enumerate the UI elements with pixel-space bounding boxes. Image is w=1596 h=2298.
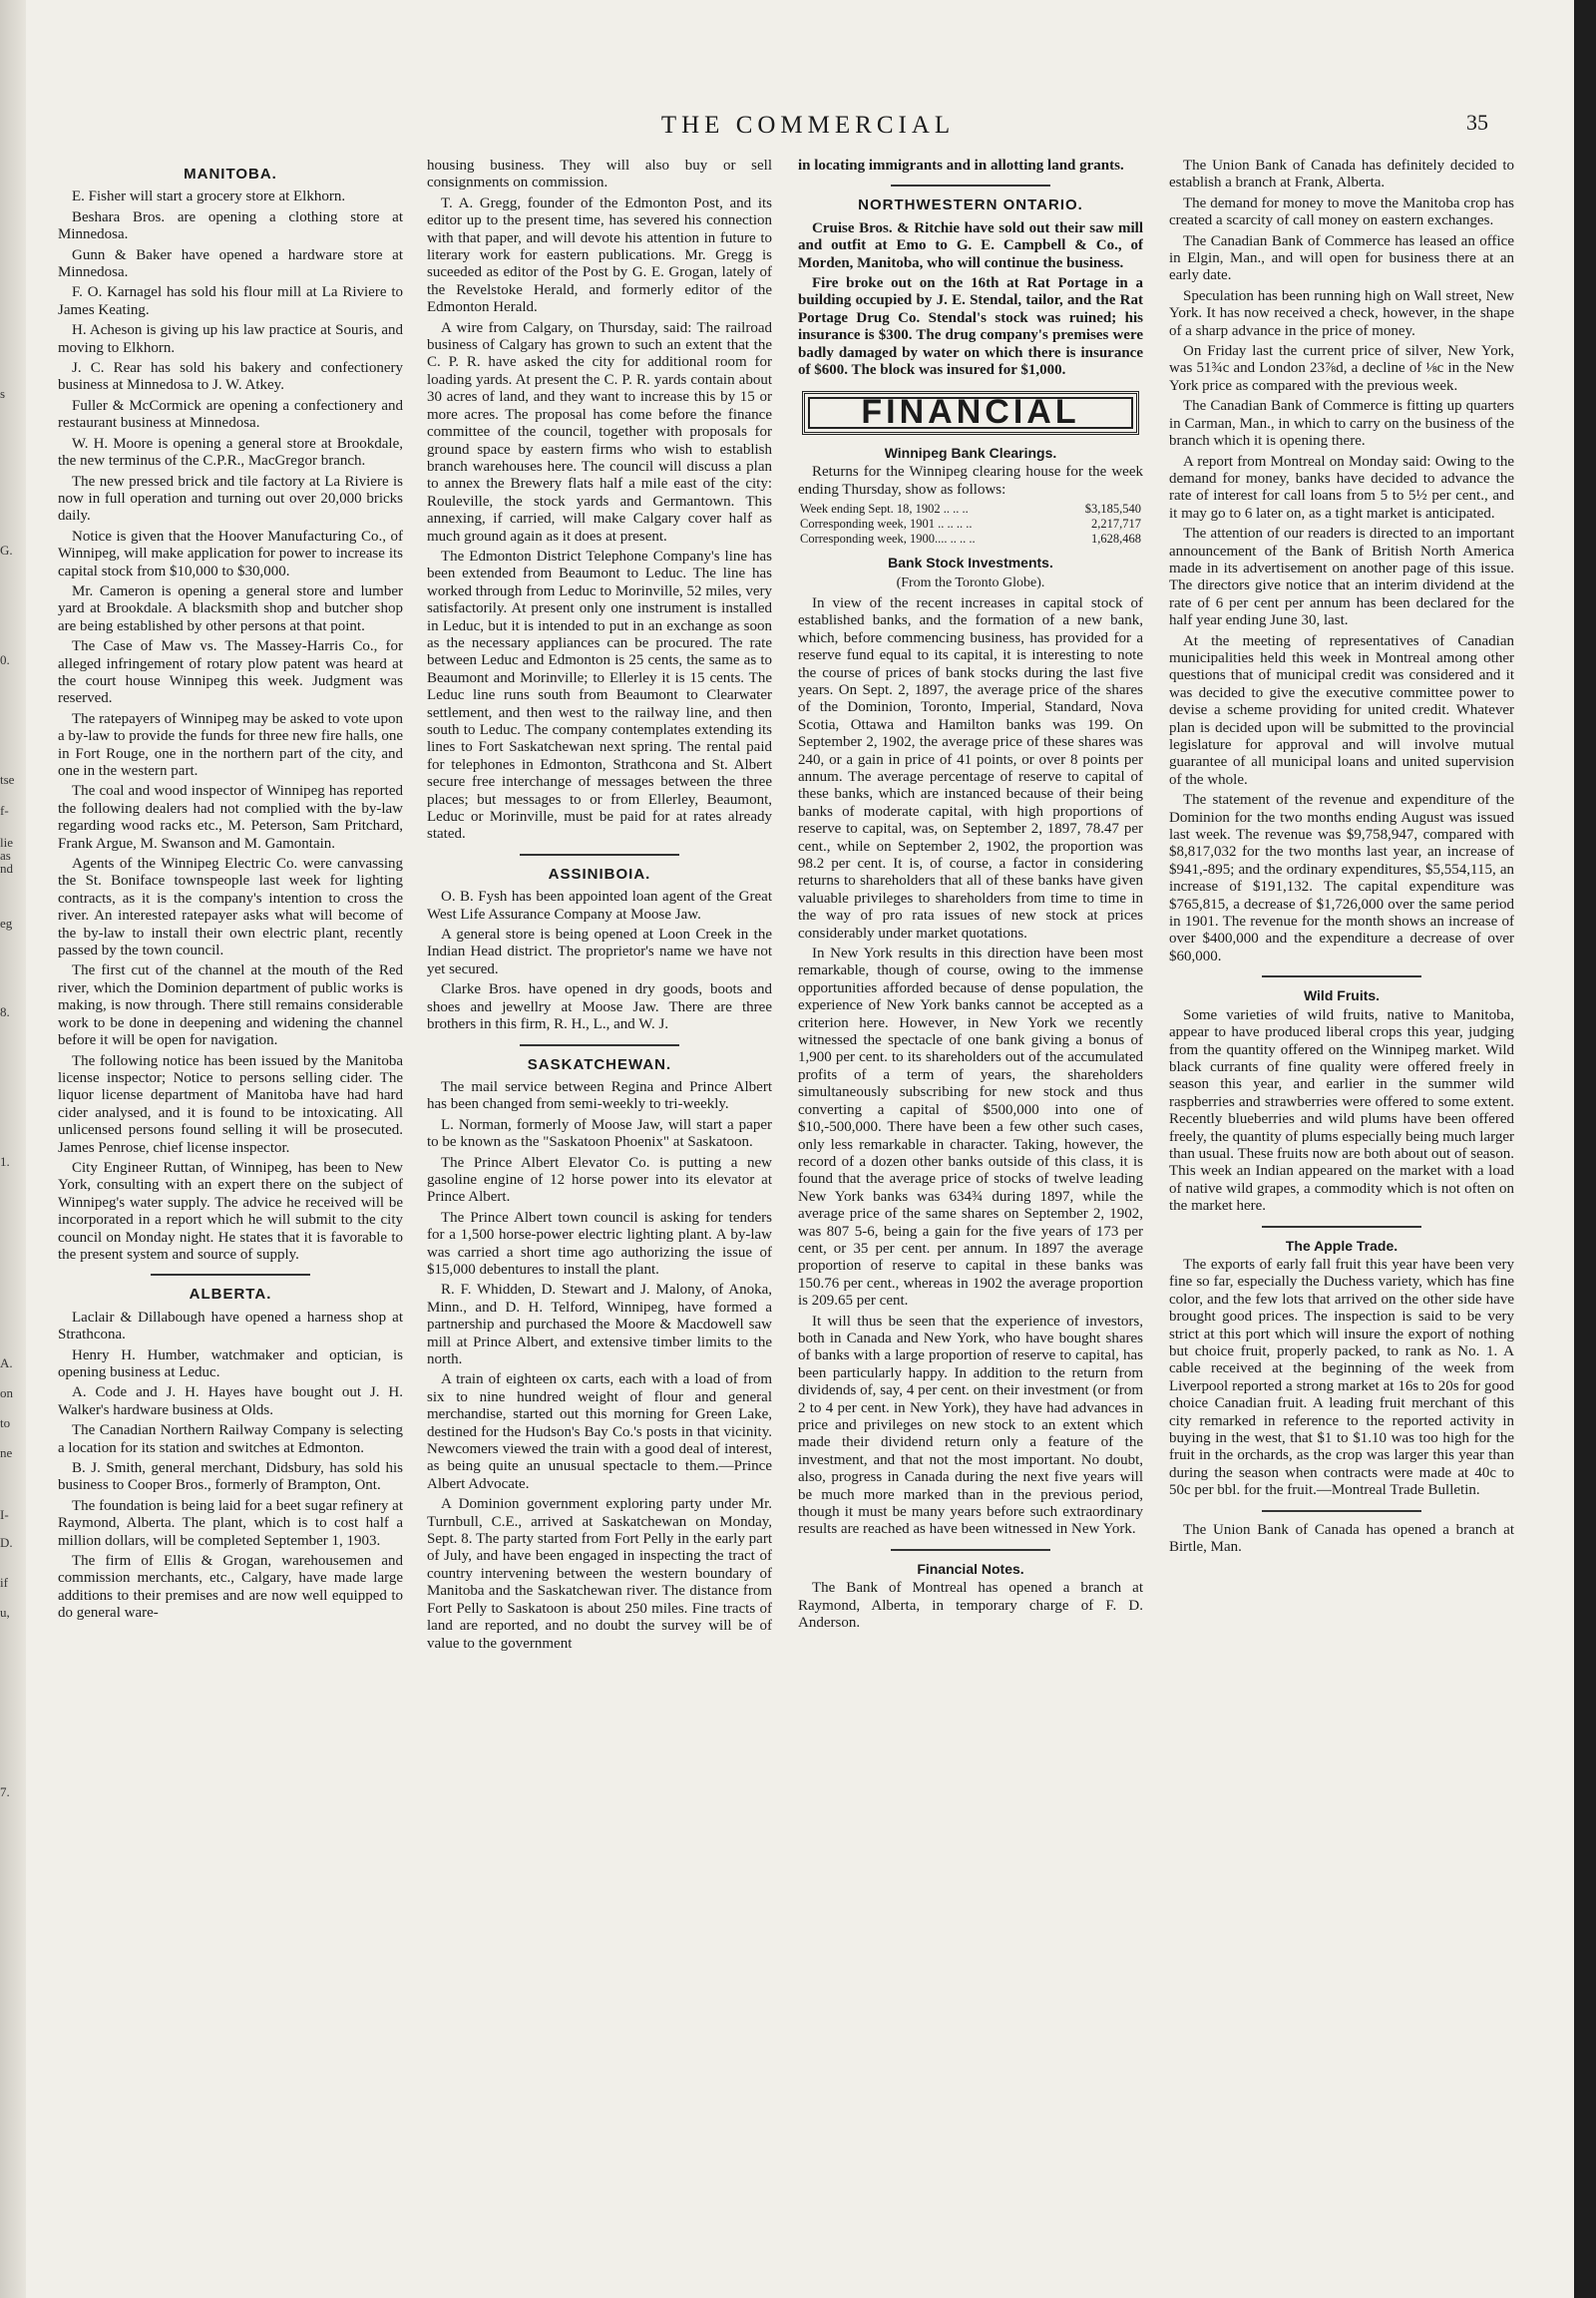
margin-fragment: G. [0,543,13,558]
section-divider [891,1549,1050,1551]
news-item: The Canadian Bank of Commerce is fitting up quarters in Carman, Man., in which to carry on the business of the branch which it is opening there. [1169,398,1514,450]
news-item: The Union Bank of Canada has definitely decided to establish a branch at Frank, Alberta. [1169,158,1514,192]
news-item: The coal and wood inspector of Winnipeg has reported the following dealers had not complied with the by-law regarding wood racks etc., M. Peterson, Sam Pritchard, Frank Argue, M. Swanson and M. Gamontain. [58,783,403,852]
news-item: Clarke Bros. have opened in dry goods, boots and shoes and jewellry at Moose Jaw. There are three brothers in this firm, R. H., L., and W. J. [427,981,772,1033]
news-item: Mr. Cameron is opening a general store and lumber yard at Brookdale. A blacksmith shop and butcher shop are being established by other persons at that point. [58,582,403,634]
news-item: In view of the recent increases in capital stock of established banks, and the formation of a new bank, which, before commencing business, has provided for a reserve fund equal to its capital, it is interesting to note the course of prices of bank stocks during the last five years. On Sept. 2, 1897, the average price of the shares of the Dominion, Toronto, Imperial, Standard, Nova Scotia, Ottawa and Hamilton banks was 199. On September 2, 1902, the average price of these shares was 240, or a gain in price of 41 points, or over 8 points per annum. The average percentage of reserve to capital of these banks, which are instanced because of their being banks of moderate capital, with high proportions of reserve to capital, was, on September 2, 1897, 78.47 per cent., while on September 2, 1902, the proportion was 98.2 per cent. It is, of course, a factor in considering returns to shareholders that all of these banks have given valuable privileges to shareholders from time to time in the way of pro rata issues of new stock at prices considerably under market quotations. [798,594,1143,942]
news-item: The Prince Albert town council is asking for tenders for a 1,500 horse-power electric lighting plant. A by-law was carried a short time ago authorizing the issue of $15,000 debentures to install the plant. [427,1209,772,1278]
page-number: 35 [1466,110,1488,135]
news-item: A. Code and J. H. Hayes have bought out J. H. Walker's hardware business at Olds. [58,1384,403,1418]
news-item: In New York results in this direction have been most remarkable, though of course, owing to the immense opportunities afforded because of dense population, the experience of New York banks cannot be accepted as a criterion here. However, in New York we recently witnessed the spectacle of one bank giving a bonus of 1,900 per cent. to its shareholders out of the accumulated profits of a term of years, the shareholders simultaneously subscribing for new stock and thus converting a capital of $500,000 into one of $10,-500,000. There have been a few other such cases, only less remarkable in character. Taking, however, the record of a dozen other banks outside of this class, it is found that the average price of stocks of twelve leading New York banks was 634¾ during 1897, while the average price of the same shares on September 2, 1902, was 807 5-6, being a gain for the five years of 173 per cent, or 35 per cent. per annum. In 1897 the average proportion of reserve to capital in these banks was 150.76 per cent., whereas in 1902 the average proportion is 209.65 per cent. [798,946,1143,1310]
section-divider [891,185,1050,187]
news-item: B. J. Smith, general merchant, Didsbury, has sold his business to Cooper Bros., formerly of Brampton, Ont. [58,1460,403,1494]
column-3 [798,158,1143,2282]
news-item: The attention of our readers is directed to an important announcement of the Bank of British North America made in its advertisement on another page of this issue. The directors give notice that an interim dividend at the rate of 6 per cent per annum has been declared for the half year ending June 30, last. [1169,526,1514,629]
news-item: Henry H. Humber, watchmaker and optician, is opening business at Leduc. [58,1346,403,1380]
news-item: City Engineer Ruttan, of Winnipeg, has been to New York, consulting with an expert there on the subject of Winnipeg's water supply. The advice he received will be incorporated in a report which he will submit to the city council on Monday night. He states that it is favorable to the present system and source of supply. [58,1159,403,1263]
margin-fragment: 7. [0,1784,10,1799]
news-item: The statement of the revenue and expenditure of the Dominion for the two months ending August was issued last week. The revenue was $9,758,947, compared with $8,817,032 for the two months last year, an increase of $941,-895; and the ordinary expenditures, $5,554,115, an increase of $191,132. The capital expenditure was $765,815, a decrease of $1,726,000 over the same period in 1901. The revenue for the month shows an increase of over $400,000 and the expenditure a decrease of over $60,000. [1169,792,1514,964]
section-heading: ALBERTA. [189,1286,272,1304]
news-item: The mail service between Regina and Prince Albert has been changed from semi-weekly to tri-weekly. [427,1078,772,1113]
news-item: F. O. Karnagel has sold his flour mill at La Riviere to James Keating. [58,284,403,318]
table-row [798,517,1143,532]
clearing-period: Corresponding week, 1901 .. .. .. .. [800,517,973,532]
news-item: The Prince Albert Elevator Co. is putting a new gasoline engine of 12 horse power into its elevator at Prince Albert. [427,1154,772,1206]
margin-fragment: ne [0,1445,13,1460]
section-divider [520,854,679,856]
news-item: Fire broke out on the 16th at Rat Portage in a building occupied by J. E. Stendal, tailor, and the Rat Portage Drug Co. Stendal's stock was ruined; his insurance is $300. The drug company's premises were badly damaged by water on which there is insurance of $600. The block was insured for $1,000. [798,275,1143,379]
article-heading: Wild Fruits. [1303,987,1381,1004]
news-item: At the meeting of representatives of Canadian municipalities held this week in Montreal among other questions that of municipal credit was considered and it was decided to give the executive committee power to devise a scheme providing for united credit. Whatever plan is decided upon will be submitted to the provincial legislature for approval and will involve mutual guarantee of all municipal loans and united supervision of the whole. [1169,632,1514,788]
margin-fragment: lie [0,835,13,850]
table-row [798,502,1143,517]
news-item: in locating immigrants and in allotting land grants. [798,158,1124,174]
running-title: THE COMMERCIAL [660,112,956,139]
section-heading: MANITOBA. [184,166,277,183]
news-item: J. C. Rear has sold his bakery and confectionery business at Minnedosa to J. W. Atkey. [58,360,403,394]
margin-fragment: if [0,1575,8,1590]
news-item: The following notice has been issued by the Manitoba license inspector; Notice to persons selling cider. The liquor license department of Manitoba have had hard cider analysed, and it is found to be intoxicating. All unlicensed persons found selling it will be prosecuted. James Penrose, chief license inspector. [58,1052,403,1156]
news-item: On Friday last the current price of silver, New York, was 51¾c and London 23⅞d, a decline of ⅛c in the New York price as compared with the previous week. [1169,343,1514,394]
article-heading: Financial Notes. [917,1560,1024,1577]
margin-fragment: eg [0,916,13,931]
news-item: The Case of Maw vs. The Massey-Harris Co., for alleged infringement of rotary plow patent was heard at the court house Winnipeg this week. Judgment was reserved. [58,638,403,707]
margin-fragment: 8. [0,1004,10,1019]
news-item: Returns for the Winnipeg clearing house for the week ending Thursday, show as follows: [798,464,1143,498]
news-item: Beshara Bros. are opening a clothing store at Minnedosa. [58,208,403,243]
article-heading: Bank Stock Investments. [888,555,1053,572]
financial-banner: FINANCIAL [802,391,1139,434]
margin-fragment: A. [0,1355,13,1370]
margin-fragment: s [0,386,6,401]
news-item: Speculation has been running high on Wall street, New York. It has now received a check, however, in the shape of a sharp advance in the price of money. [1169,287,1514,339]
news-item: A general store is being opened at Loon Creek in the Indian Head district. The proprietor's name we have not yet secured. [427,927,772,977]
margin-fragment: 0. [0,652,10,667]
news-item: The ratepayers of Winnipeg may be asked to vote upon a by-law to provide the funds for three new fire halls, one in Fort Rouge, one in the northern part of the city, and one in the western part. [58,710,403,779]
margin-fragment: as [0,848,11,863]
news-item: The foundation is being laid for a beet sugar refinery at Raymond, Alberta. The plant, which is to cost half a million dollars, will be completed September 1, 1903. [58,1497,403,1549]
news-item: Some varieties of wild fruits, native to Manitoba, appear to have produced liberal crops this year, judging from the quantity offered on the Winnipeg market. Wild black currants of fine quality were offered freely in season this year, and earlier in the summer wild raspberries and strawberries were offered to some extent. Recently blueberries and wild plums have been offered freely, the quantity of plums especially being much larger than usual. These fruits now are both about out of season. This week an Indian appeared on the market with a load of native wild grapes, a commodity which is not often on the market here. [1169,1006,1514,1215]
news-item: The exports of early fall fruit this year have been very fine so far, especially the Duchess variety, which has fine color, and the few lots that arrived on the other side have brought good prices. The inspection is said to be very strict at this port which will insure the export of nothing but choice fruit, properly packed, to rank as No. 1. A cable received at the beginning of the week from Liverpool reported a strong market at 16s to 20s for good choice Canadian fruit. A leading fruit merchant of this city remarked in reference to the reported activity in buying in the west, that $1 to $1.10 was too high for the fruit in the orchards, as the crop was larger this year than during the season when contracts were made at 40c to 50c per bbl. for the fruit.—Montreal Trade Bulletin. [1169,1256,1514,1499]
column-1 [58,158,403,2282]
margin-fragment: f- [0,803,9,818]
news-item: The Canadian Bank of Commerce has leased an office in Elgin, Man., and will open for business there at an early date. [1169,232,1514,284]
news-item: Gunn & Baker have opened a hardware store at Minnedosa. [58,246,403,281]
column-2 [427,158,772,2282]
clearing-amount: 1,628,468 [1091,532,1141,547]
news-item: A Dominion government exploring party under Mr. Turnbull, C.E., arrived at Saskatchewan on Monday, Sept. 8. The party started from Fort Pelly in the early part of July, and have been engaged in inspecting the tract of country intervening between the western boundary of Manitoba and the Saskatchewan river. The distance from Fort Pelly to Saskatoon is about 250 miles. Fine tracts of land are reported, and no doubt the survey will be of value to the government [427,1496,772,1652]
news-item: A wire from Calgary, on Thursday, said: The railroad business of Calgary has grown to such an extent that the C. P. R. have asked the city for additional room for loading yards. At present the C. P. R. yards contain about 30 acres of land, and they want to increase this by 15 or more acres. The proposal has come before the finance committee of the council, together with proposals for ground space by eastern firms who wish to establish branch warehouses here. The council will discuss a plan to annex the Brewery flats half a mile east of the city: Rouleville, the stock yards and Germantown. This annexing, if carried, will make Calgary cover half as much ground again as it does at present. [427,319,772,545]
news-item: The Canadian Northern Railway Company is selecting a location for its station and switches at Edmonton. [58,1422,403,1456]
bank-clearings-table [798,502,1143,547]
section-divider [151,1274,310,1276]
news-item: The first cut of the channel at the mouth of the Red river, which the Dominion department of public works is making, is now through. There still remains considerable work to be done in deepening and widening the channel before it will be open for navigation. [58,962,403,1049]
clearing-period: Week ending Sept. 18, 1902 .. .. .. [800,502,969,517]
margin-fragment: to [0,1415,11,1430]
margin-fragment: u, [0,1605,10,1620]
news-item: The firm of Ellis & Grogan, warehousemen and commission merchants, etc., Calgary, have made large additions to their premises and are now well equipped to do general ware- [58,1553,403,1622]
news-item: The Bank of Montreal has opened a branch at Raymond, Alberta, in temporary charge of F. D. Anderson. [798,1580,1143,1632]
section-divider [520,1044,679,1046]
margin-fragment: nd [0,861,13,876]
news-item: housing business. They will also buy or sell consignments on commission. [427,158,772,192]
news-item: Notice is given that the Hoover Manufacturing Co., of Winnipeg, will make application for power to increase its capital stock from $10,000 to $30,000. [58,528,403,579]
margin-fragment: 1. [0,1154,10,1169]
news-item: It will thus be seen that the experience of investors, both in Canada and New York, who have bought shares of banks with a large proportion of reserve to capital, has been particularly happy. In addition to the return from dividends of, say, 4 per cent. on their investment (or from 2 to 4 per cent. in New York), they have had advances in price and privileges on new stock to an extent which made their dividend return only a feature of the investment, and that not the most important. No doubt, also, progress in Canada during the next five years will be much more marked than in the previous period, though it must be many years before such extraordinary results are reached as have been witnessed in New York. [798,1313,1143,1538]
section-divider [1262,975,1421,977]
margin-fragment: tse [0,772,15,787]
article-heading: The Apple Trade. [1285,1237,1398,1254]
section-heading: SASKATCHEWAN. [527,1055,672,1073]
news-item: H. Acheson is giving up his law practice at Souris, and moving to Elkhorn. [58,322,403,356]
news-item: O. B. Fysh has been appointed loan agent of the Great West Life Assurance Company at Moose Jaw. [427,889,772,923]
news-item: Agents of the Winnipeg Electric Co. were canvassing the St. Boniface townspeople last week for lighting contracts, as it is the company's intention to cross the river. An interested ratepayer asks what will become of the by-law to install their own electric plant, recently passed by the town council. [58,856,403,959]
news-item: T. A. Gregg, founder of the Edmonton Post, and its editor up to the present time, has severed his connection with that paper, and will devote his attention in future to literary work for eastern publications. Mr. Gregg is suceeded as editor of the Post by G. E. Grogan, lately of the Revelstoke Herald, and formerly editor of the Edmonton Herald. [427,194,772,316]
section-heading: NORTHWESTERN ONTARIO. [858,196,1083,214]
section-heading: ASSINIBOIA. [548,865,651,883]
news-item: W. H. Moore is opening a general store at Brookdale, the new terminus of the C.P.R., MacGregor branch. [58,435,403,470]
article-heading: Winnipeg Bank Clearings. [884,444,1057,461]
news-item: A train of eighteen ox carts, each with a load of from six to nine hundred weight of flour and general merchandise, started out this morning for Green Lake, destined for the Hudson's Bay Co.'s posts in that vicinity. Newcomers viewed the train with a good deal of interest, as being quite an unusual spectacle to them.—Prince Albert Advocate. [427,1371,772,1492]
news-item: Laclair & Dillabough have opened a harness shop at Strathcona. [58,1309,403,1343]
news-item: R. F. Whidden, D. Stewart and J. Malony, of Anoka, Minn., and D. H. Telford, Winnipeg, have formed a partnership and purchased the Moore & Macdowell saw mill at Prince Albert, and extensive timber limits to the north. [427,1282,772,1367]
scan-dark-edge [1574,0,1596,2298]
news-item: Cruise Bros. & Ritchie have sold out their saw mill and outfit at Emo to G. E. Campbell & Co., of Morden, Manitoba, who will continue the business. [798,219,1143,271]
news-item: Fuller & McCormick are opening a confectionery and restaurant business at Minnedosa. [58,397,403,432]
news-item: The Union Bank of Canada has opened a branch at Birtle, Man. [1169,1521,1514,1556]
section-divider [1262,1510,1421,1512]
news-item: The demand for money to move the Manitoba crop has created a scarcity of call money on eastern exchanges. [1169,194,1514,229]
margin-fragment: I- [0,1507,9,1522]
clearing-period: Corresponding week, 1900.... .. .. .. [800,532,976,547]
column-4 [1169,158,1514,2282]
news-item: L. Norman, formerly of Moose Jaw, will start a paper to be known as the "Saskatoon Phoenix" at Saskatoon. [427,1116,772,1151]
page-binding-edge [0,0,26,2298]
margin-fragment: on [0,1385,13,1400]
margin-fragment: D. [0,1535,13,1550]
article-source: (From the Toronto Globe). [896,574,1045,590]
news-item: The new pressed brick and tile factory at La Riviere is now in full operation and turning out over 20,000 bricks daily. [58,473,403,525]
news-item: The Edmonton District Telephone Company's line has been extended from Beaumont to Leduc. The line has worked through from Leduc to Morinville, 52 miles, very satisfactorily. At present only one instrument is installed in Leduc, but it is intended to put in an exchange as soon as the necessary appliances can be procured. The rate between Leduc and Edmonton is 25 cents, the same as to Beaumont and Morinville; to Ellerley it is 15 cents. The Leduc line runs south from Beaumont to Clearwater settlement, and then west to the railway line, and then south to Leduc. The company contemplates extending its lines to Fort Saskatchewan next spring. The rental paid for telephones in Edmonton, Strathcona and St. Albert secure free interchange of messages between the three places; but messages to or from Ellerley, Beaumont, Leduc or Morinville, must be paid for at rates already stated. [427,548,772,843]
news-item: A report from Montreal on Monday said: Owing to the demand for money, banks have decided to advance the rate of interest for call loans from 5 to 5½ per cent., and it may go to 6 later on, as a tight market is anticipated. [1169,453,1514,522]
table-row [798,532,1143,547]
clearing-amount: 2,217,717 [1091,517,1141,532]
news-item: E. Fisher will start a grocery store at Elkhorn. [72,189,346,205]
section-divider [1262,1226,1421,1228]
clearing-amount: $3,185,540 [1084,502,1141,517]
